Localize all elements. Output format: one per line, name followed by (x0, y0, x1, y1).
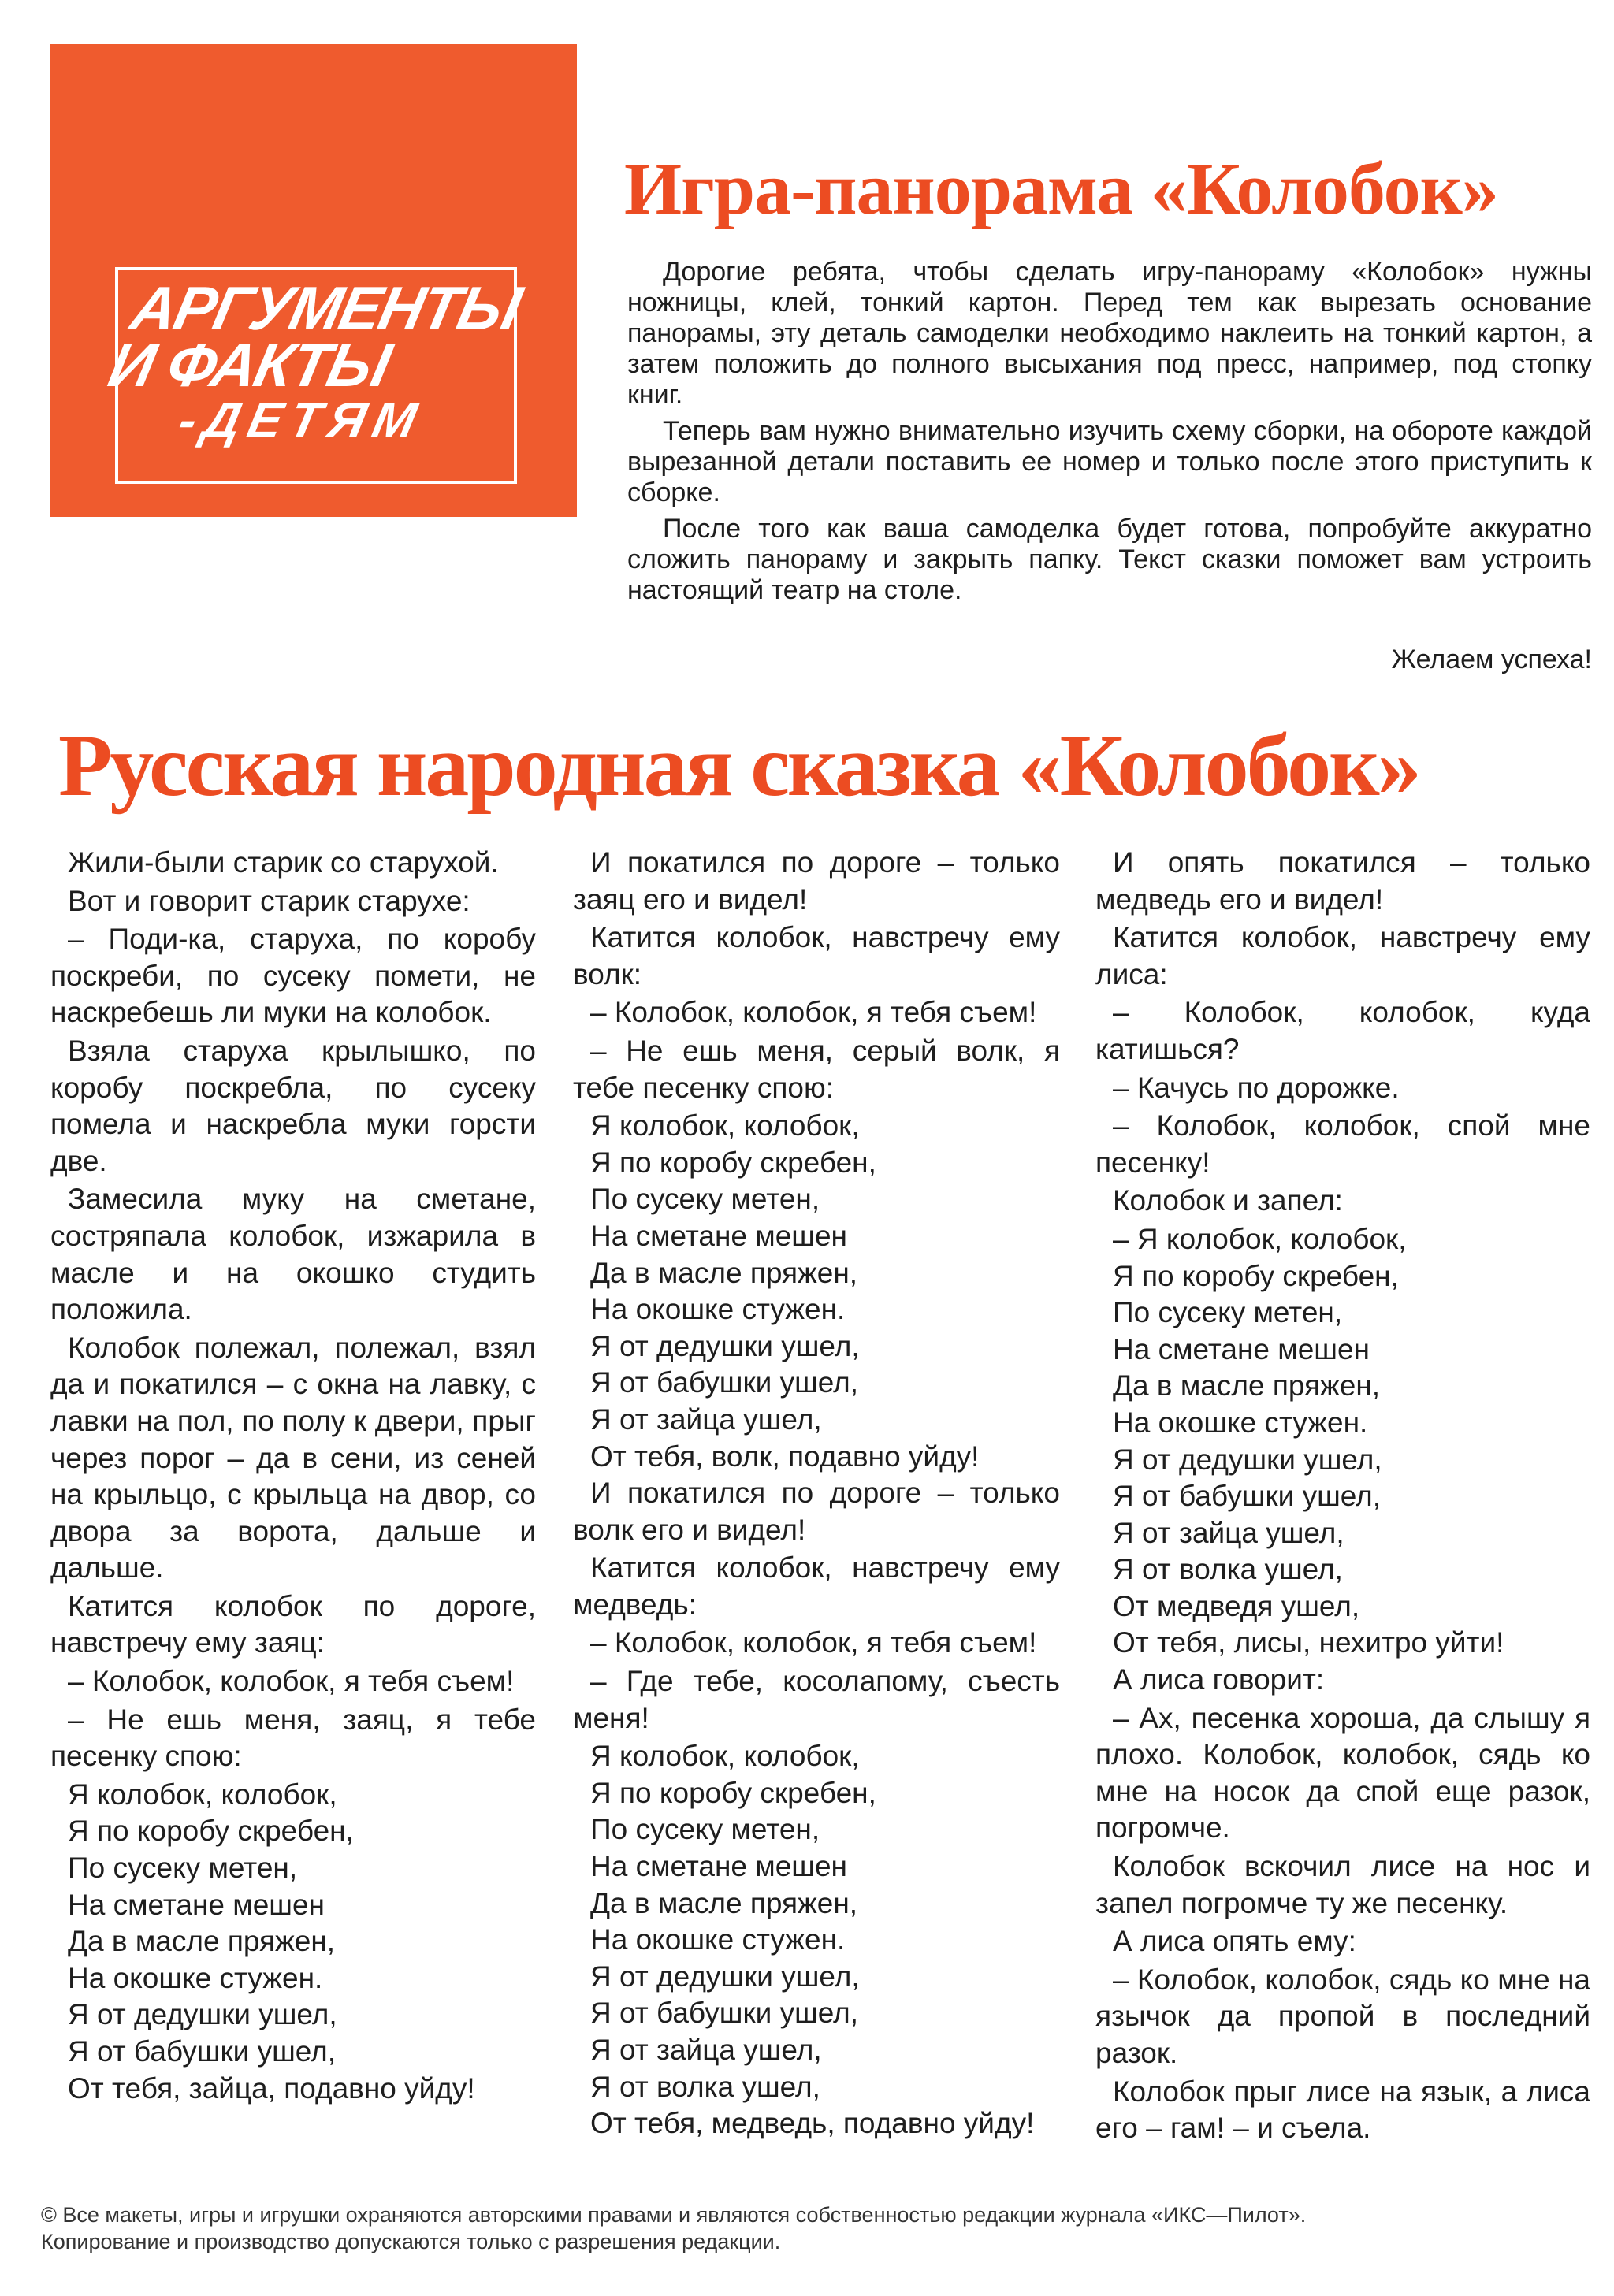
story-paragraph: – Колобок, колобок, спой мне песенку! (1095, 1109, 1590, 1179)
story-column-3 (1095, 845, 1590, 2149)
verse-line: По сусеку метен, (590, 1183, 820, 1216)
verse-line: На сметане мешен (590, 1219, 847, 1252)
verse-line: Я от зайца ушел, (1113, 1516, 1344, 1549)
intro-paragraph: После того как ваша самоделка будет готова, попробуйте аккуратно сложить панораму и закрыть папку. Текст сказки поможет вам устроить настоящий театр на столе. (627, 514, 1592, 605)
logo-line-2: И ФАКТЫ (102, 330, 396, 399)
verse-line: На сметане мешен (590, 1850, 847, 1883)
verse-line: Да в масле пряжен, (68, 1925, 336, 1958)
story-paragraph: Жили-были старик со старухой. (68, 846, 499, 879)
verse-line: Я колобок, колобок, (590, 1740, 860, 1773)
copyright-line: Копирование и производство допускаются только с разрешения редакции. (41, 2230, 781, 2253)
verse-line: На сметане мешен (1113, 1332, 1370, 1365)
story-paragraph: И покатился по дороге – только заяц его и видел! (573, 846, 1060, 916)
story-paragraph: Замесила муку на сметане, состряпала колобок, изжарила в масле и на окошко студить положила. (50, 1183, 536, 1326)
verse-line: Да в масле пряжен, (1113, 1369, 1381, 1402)
story-column-1 (50, 845, 536, 2107)
verse-line: Я от зайца ушел, (590, 2034, 822, 2066)
intro-paragraph: Дорогие ребята, чтобы сделать игру-панораму «Колобок» нужны ножницы, клей, тонкий картон. Перед тем как вырезать основание панорамы, эту деталь самоделки необходимо наклеить на тонкий картон, а затем положить до полного высыхания под пресс, например, под стопку книг. (627, 257, 1592, 410)
intro-text (627, 257, 1592, 611)
verse-line: Я от дедушки ушел, (68, 1998, 337, 2031)
verse-line: Я от дедушки ушел, (1113, 1443, 1382, 1476)
story-paragraph: Колобок полежал, полежал, взял да и покатился – с окна на лавку, с лавки на пол, по полу к двери, прыг через порог – да в сени, из сеней на крыльцо, с крыльца на двор, со двора за ворота, дальше и дальше. (50, 1331, 536, 1585)
verse-line: Я колобок, колобок, (68, 1778, 337, 1811)
story-title: Русская народная сказка «Колобок» (58, 717, 1419, 815)
verse-line: По сусеку метен, (68, 1852, 298, 1885)
story-paragraph: Взяла старуха крылышко, по коробу поскребла, по сусеку помела и наскребла муки горсти две. (50, 1034, 536, 1177)
story-paragraph: Катится колобок, навстречу ему лиса: (1095, 921, 1590, 990)
verse-line: Я по коробу скребен, (1113, 1259, 1399, 1292)
logo-line-3: -ДЕТЯМ (173, 392, 430, 448)
verse-line: На окошке стужен. (68, 1961, 323, 1994)
verse-line: Я от дедушки ушел, (590, 1960, 860, 1993)
story-paragraph: Катится колобок, навстречу ему медведь: (573, 1551, 1060, 1621)
logo-line-1: АРГУМЕНТЫ (125, 273, 526, 343)
story-paragraph: – Колобок, колобок, я тебя съем! (68, 1665, 515, 1698)
copyright-line: © Все макеты, игры и игрушки охраняются авторскими правами и являются собственностью редакции журнала «ИКС—Пилот». (41, 2203, 1307, 2227)
verse-line: Я от бабушки ушел, (590, 1997, 859, 2030)
wish-text: Желаем успеха! (1391, 645, 1592, 674)
verse-line: Я колобок, колобок, (590, 1109, 860, 1142)
verse-line: Я от дедушки ушел, (590, 1329, 860, 1362)
story-paragraph: Катится колобок по дороге, навстречу ему заяц: (50, 1589, 536, 1659)
story-paragraph: – Колобок, колобок, я тебя съем! (590, 996, 1037, 1029)
verse-line: На окошке стужен. (590, 1923, 846, 1956)
verse-line: Я по коробу скребен, (68, 1815, 354, 1848)
story-paragraph: Колобок прыг лисе на язык, а лиса его – гам! – и съела. (1095, 2075, 1590, 2145)
story-paragraph: Вот и говорит старик старухе: (68, 884, 470, 917)
verse-line: Я от бабушки ушел, (68, 2035, 337, 2068)
verse-line: От тебя, лисы, нехитро уйти! (1113, 1626, 1504, 1659)
verse-line: От тебя, волк, подавно уйду! (590, 1440, 980, 1473)
verse-line: По сусеку метен, (1113, 1296, 1343, 1329)
verse-line: На сметане мешен (68, 1888, 325, 1921)
verse-line: Я от бабушки ушел, (1113, 1480, 1382, 1513)
verse-line: Да в масле пряжен, (590, 1256, 858, 1289)
verse-line: Я по коробу скребен, (590, 1776, 876, 1809)
story-paragraph: И опять покатился – только медведь его и видел! (1095, 846, 1590, 916)
page-title: Игра-панорама «Колобок» (624, 148, 1498, 230)
story-paragraph: – Поди-ка, старуха, по коробу поскреби, по сусеку помети, не наскребешь ли муки на колобок. (50, 923, 536, 1029)
story-paragraph: Колобок вскочил лисе на нос и запел погромче ту же песенку. (1095, 1850, 1590, 1919)
story-paragraph: И покатился по дороге – только волк его и видел! (573, 1477, 1060, 1546)
verse-line: Я от бабушки ушел, (590, 1366, 859, 1399)
verse-line: От тебя, зайца, подавно уйду! (68, 2071, 475, 2105)
story-paragraph: Катится колобок, навстречу ему волк: (573, 921, 1060, 990)
verse-line: Я по коробу скребен, (590, 1146, 876, 1179)
song-verse (1095, 1221, 1590, 1662)
song-verse (573, 1108, 1060, 1475)
story-paragraph: – Не ешь меня, серый волк, я тебе песенку спою: (573, 1034, 1060, 1104)
verse-line: На окошке стужен. (1113, 1406, 1368, 1439)
verse-line: На окошке стужен. (590, 1293, 846, 1326)
story-paragraph: – Колобок, колобок, сядь ко мне на язычок да пропой в последний разок. (1095, 1963, 1590, 2069)
verse-line: Я от волка ушел, (1113, 1553, 1343, 1586)
copyright-footer (41, 2201, 1586, 2255)
song-verse (50, 1777, 536, 2107)
intro-paragraph: Теперь вам нужно внимательно изучить схему сборки, на обороте каждой вырезанной детали поставить ее номер и только после этого приступить к сборке. (627, 416, 1592, 507)
verse-line: От тебя, медведь, подавно уйду! (590, 2107, 1035, 2140)
story-paragraph: – Колобок, колобок, я тебя съем! (590, 1626, 1037, 1659)
story-paragraph: – Качусь по дорожке. (1113, 1071, 1400, 1104)
story-paragraph: – Ах, песенка хороша, да слышу я плохо. Колобок, колобок, сядь ко мне на носок да спой еще разок, погромче. (1095, 1701, 1590, 1845)
verse-line: Я от зайца ушел, (590, 1402, 822, 1436)
logo (50, 44, 577, 517)
story-paragraph: – Где тебе, косолапому, съесть меня! (573, 1665, 1060, 1734)
verse-line: Да в масле пряжен, (590, 1886, 858, 1919)
story-column-2 (573, 845, 1060, 2142)
verse-line: Я от волка ушел, (590, 2070, 820, 2103)
song-verse (573, 1738, 1060, 2142)
verse-line: По сусеку метен, (590, 1813, 820, 1846)
story-paragraph: А лиса опять ему: (1113, 1925, 1356, 1958)
story-paragraph: – Колобок, колобок, куда катишься? (1095, 996, 1590, 1065)
verse-line: От медведя ушел, (1113, 1589, 1360, 1622)
story-paragraph: Колобок и запел: (1113, 1184, 1343, 1217)
story-paragraph: А лиса говорит: (1113, 1663, 1325, 1696)
verse-line: – Я колобок, колобок, (1113, 1222, 1407, 1255)
story-paragraph: – Не ешь меня, заяц, я тебе песенку спою: (50, 1703, 536, 1773)
